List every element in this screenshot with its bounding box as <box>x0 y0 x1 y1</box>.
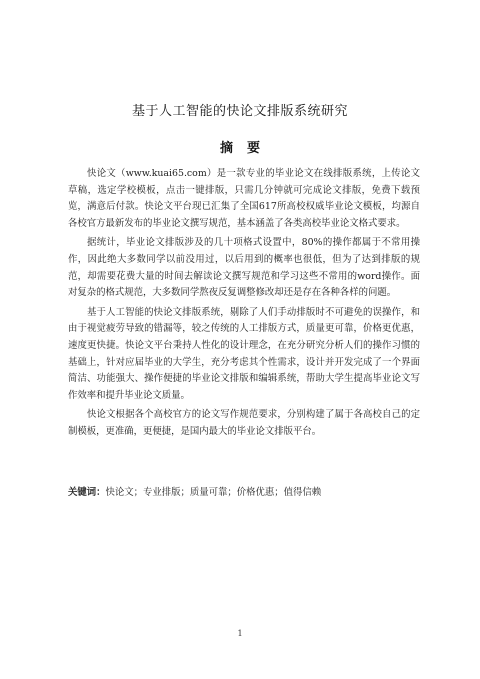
abstract-paragraph-4: 快论文根据各个高校官方的论文写作规范要求，分别构建了属于各高校自己的定制模板，更准确，更便捷，是国内最大的毕业论文排版平台。 <box>68 409 420 437</box>
keywords-line <box>68 485 420 501</box>
abstract-paragraph-2: 据统计，毕业论文排版涉及的几十项格式设置中，80%的操作都属于不常用操作，因此绝大多数同学以前没用过，以后用到的概率也很低，但为了达到排版的规范，却需要花费大量的时间去解读论文撰写规范和学习这些不常用的word操作。面对复杂的格式规范，大多数同学熬夜反复调整修改却还是存在各种各样的问题。 <box>68 237 420 299</box>
keywords-label: 关键词： <box>68 487 106 498</box>
page-number: 1 <box>237 629 243 638</box>
abstract-paragraph-1: 快论文（www.kuai65.com）是一款专业的毕业论文在线排版系统，上传论文草稿，选定学校模板，点击一键排版，只需几分钟就可完成论文排版，免费下载预览，满意后付款。快论文平台现已汇集了全国617所高校权威毕业论文模板，均源自各校官方最新发布的毕业论文撰写规范，基本涵盖了各类高校毕业论文格式要求。 <box>68 168 420 229</box>
paper-title: 基于人工智能的快论文排版系统研究 <box>131 104 348 119</box>
abstract-paragraph-3: 基于人工智能的快论文排版系统，剔除了人们手动排版时不可避免的误操作，和由于视觉疲劳导致的错漏等，较之传统的人工排版方式，质量更可靠，价格更优惠，速度更快捷。快论文平台秉持人性化的设计理念，在充分研究分析人们的操作习惯的基础上，针对应届毕业的大学生，充分考虑其个性需求，设计并开发完成了一个界面简洁、功能强大、操作便捷的毕业论文排版和编辑系统，帮助大学生提高毕业论文写作效率和提升毕业论文质量。 <box>68 306 420 401</box>
abstract-body <box>68 166 420 444</box>
keywords-text: 快论文；专业排版；质量可靠；价格优惠；值得信赖 <box>105 487 322 498</box>
abstract-heading: 摘要 <box>219 141 274 156</box>
